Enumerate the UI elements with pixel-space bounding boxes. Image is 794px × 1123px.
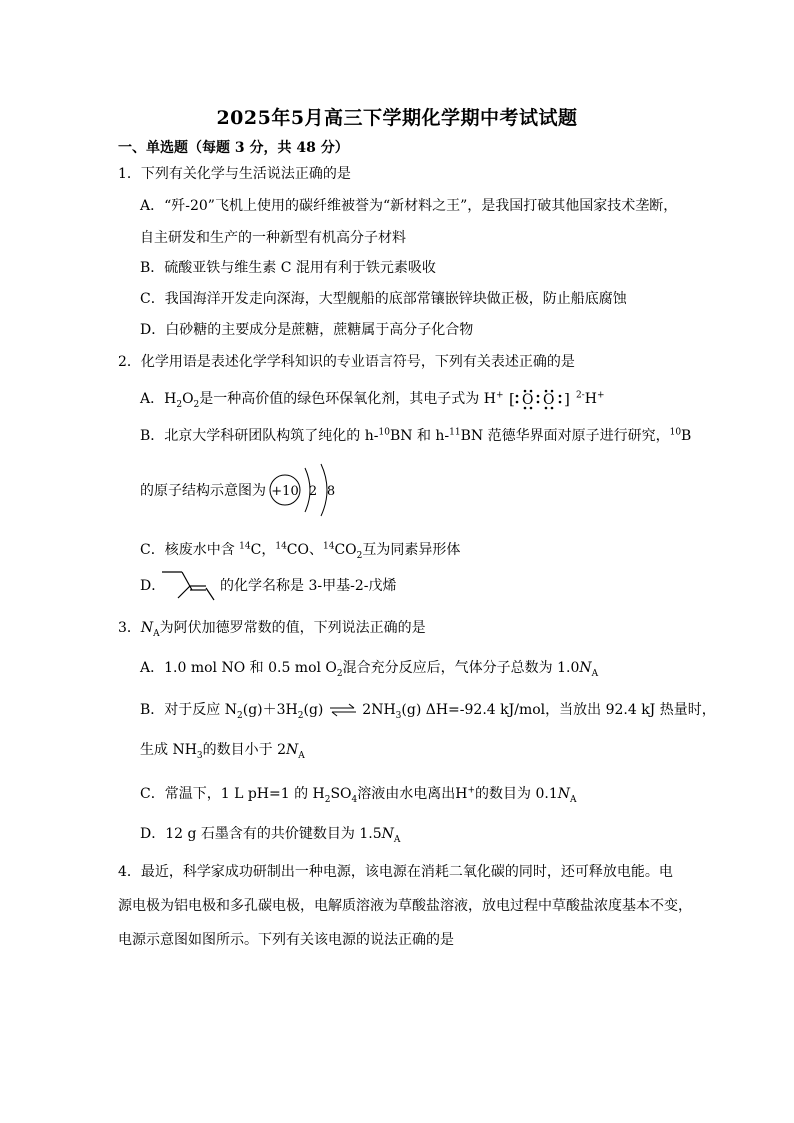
reversible-arrow-icon [328,703,358,717]
section-heading: 一、单选题（每题 3 分，共 48 分） [118,140,349,156]
svg-text:O: O [521,392,534,408]
q2-stem: 2．化学用语是表述化学学科知识的专业语言符号，下列有关表述正确的是 [118,354,575,370]
q2-option-d-label: D． [140,578,166,594]
shell-1-label: 2 [308,484,318,499]
svg-text:]: ] [563,390,570,408]
q1-option-a: A．“歼-20”飞机上使用的碳纤维被誉为“新材料之王”，是我国打破其他国家技术垄断， [140,198,678,214]
q1-option-b: B．硫酸亚铁与维生素 C 混用有利于铁元素吸收 [140,260,436,276]
q3-option-a: A．1.0 mol NO 和 0.5 mol $O_2$混合充分反应后，气体分子总数为 $1.0N_A$ [140,660,599,679]
atom-structure-diagram [265,460,355,520]
q2-option-b: B．北京大学科研团队构筑了纯化的 h-$^{10}$BN 和 h-$^{11}$BN 范德华界面对原子进行研究，$^{10}$B [140,427,692,444]
q3-option-b: B．对于反应 $N_2(g)+3H_2(g)$ $2NH_3(g)$ ΔH=-92.4 kJ/mol，当放出 92.4 kJ 热量时， [140,702,716,721]
q1-stem: 1．下列有关化学与生活说法正确的是 [118,166,351,182]
lewis-peroxide-icon [508,388,576,410]
page-title: 2025年5月高三下学期化学期中考试试题 [216,107,578,129]
alkene-skeletal-structure [160,568,216,602]
shell-2-label: 8 [326,484,336,499]
q3-option-b-cont: 生成 $NH_3$的数目小于 $2N_A$ [140,742,305,761]
svg-text:[: [ [508,390,515,408]
q2-option-b-cont: 的原子结构示意图为 [140,483,266,499]
q2-option-c: C．核废水中含 $^{14}$C，$^{14}$CO、$^{14}CO_2$互为同素异形体 [140,541,461,561]
lewis-structure: H+ [ O O ] $^{2-}$H+ [483,390,605,408]
q2-option-d-text: 的化学名称是 3-甲基-2-戊烯 [220,578,397,594]
q3-stem: 3．$N_A$为阿伏加德罗常数的值，下列说法正确的是 [118,620,426,639]
nucleus-label: +10 [271,484,299,499]
q2-option-a: A．$H_2O_2$是一种高价值的绿色环保氧化剂，其电子式为 H+ [ O O ] $^{2-}$H+ [140,390,605,410]
q1-option-d: D．白砂糖的主要成分是蔗糖，蔗糖属于高分子化合物 [140,322,474,338]
svg-text:O: O [542,392,555,408]
q4-stem-line-3: 电源示意图如图所示。下列有关该电源的说法正确的是 [118,932,454,948]
q3-option-c: C．常温下，1 L pH=1 的 $H_2SO_4$溶液由水电离出H+的数目为 $0.1N_A$ [140,785,577,805]
q4-stem-line-1: 4．最近，科学家成功研制出一种电源，该电源在消耗二氧化碳的同时，还可释放电能。电 [118,864,673,880]
q1-option-a-cont: 自主研发和生产的一种新型有机高分子材料 [140,230,406,246]
q1-option-c: C．我国海洋开发走向深海，大型舰船的底部常镶嵌锌块做正极，防止船底腐蚀 [140,291,627,307]
q4-stem-line-2: 源电极为铝电极和多孔碳电极，电解质溶液为草酸盐溶液，放电过程中草酸盐浓度基本不变， [118,898,692,914]
q3-option-d: D．12 g 石墨含有的共价键数目为 $1.5N_A$ [140,826,401,845]
